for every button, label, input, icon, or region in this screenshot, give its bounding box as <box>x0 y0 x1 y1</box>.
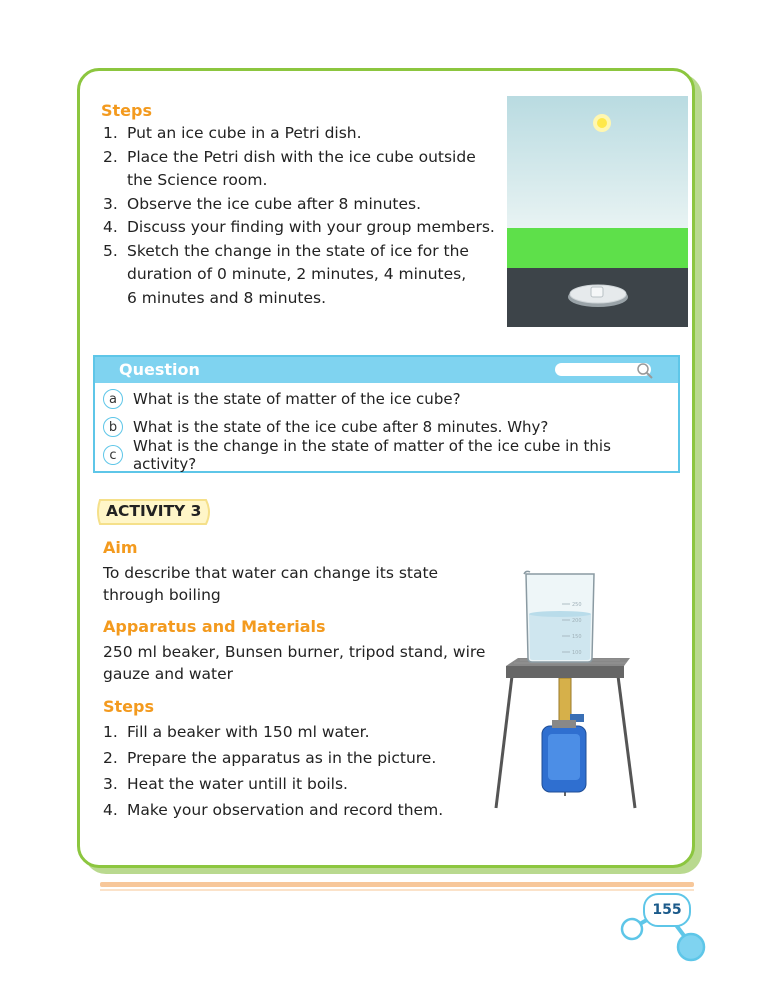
steps-heading: Steps <box>101 101 152 120</box>
beaker-mark: 200 <box>572 618 582 624</box>
list-item: 2. Prepare the apparatus as in the picture. <box>103 749 437 767</box>
footer-divider <box>100 882 694 887</box>
question-a: a What is the state of matter of the ice cube? <box>103 387 461 411</box>
list-item: 3. Heat the water untill it boils. <box>103 775 348 793</box>
apparatus-text: 250 ml beaker, Bunsen burner, tripod stand, wire gauze and water <box>103 643 486 683</box>
list-item: 4. Make your observation and record them. <box>103 801 444 819</box>
magnifier-icon <box>635 361 655 381</box>
beaker-mark: 100 <box>572 650 582 656</box>
footer-divider-light <box>100 889 694 891</box>
beaker-mark: 150 <box>572 634 582 640</box>
list-item: 3. Observe the ice cube after 8 minutes. <box>103 194 422 213</box>
list-item: 5. Sketch the change in the state of ice for the duration of 0 minute, 2 minutes, 4 minutes, 6 minutes and 8 minutes. <box>103 241 469 307</box>
activity-label: ACTIVITY 3 <box>106 502 202 520</box>
page-number: 155 <box>643 893 691 927</box>
boiling-apparatus-illustration <box>490 566 640 812</box>
list-item: 1. Put an ice cube in a Petri dish. <box>103 124 362 142</box>
petri-dish-illustration <box>507 96 688 327</box>
steps2-list <box>103 719 483 823</box>
steps-list <box>103 122 503 310</box>
question-box <box>93 355 680 473</box>
list-item: 4. Discuss your finding with your group members. <box>103 218 495 236</box>
question-title: Question <box>119 360 200 379</box>
list-item: 1. Fill a beaker with 150 ml water. <box>103 723 370 741</box>
question-b: b What is the state of the ice cube after 8 minutes. Why? <box>103 415 548 439</box>
list-item: 2. Place the Petri dish with the ice cube outside the Science room. <box>103 147 476 189</box>
aim-text: To describe that water can change its state through boiling <box>103 564 439 604</box>
steps2-heading: Steps <box>103 697 154 716</box>
activity-badge <box>94 496 214 526</box>
apparatus-heading: Apparatus and Materials <box>103 617 326 636</box>
question-header <box>95 357 678 383</box>
beaker-mark: 250 <box>572 602 582 608</box>
question-c: c What is the change in the state of matter of the ice cube in this activity? <box>103 443 678 467</box>
aim-heading: Aim <box>103 538 138 557</box>
